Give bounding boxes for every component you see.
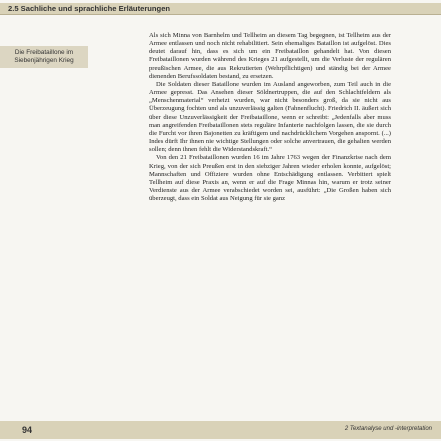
paragraph: Als sich Minna von Barnhelm und Tellheim an diesem Tag begegnen, ist Tellheim aus der Armee entlassen und noch nicht rehabilitiert. Sein ehemaliges Bataillon ist aufgelöst. Dies deutet darauf hin, dass es sich um ein Freibataillon gehandelt hat. Von diesen Freibataillonen wurden während des Krieges 21 aufgestellt, um die Verluste der regulären preußischen Armee, die aus Rekrutierten (Wehrpflichtigen) und ständig bei der Armee dienenden Berufssoldaten bestand, zu ersetzen. bbox=[149, 32, 391, 80]
margin-note bbox=[0, 46, 88, 68]
section-title: 2.5 Sachliche und sprachliche Erläuterungen bbox=[8, 4, 171, 13]
margin-note-line: Siebenjährigen Krieg bbox=[14, 56, 74, 64]
footer bbox=[0, 421, 441, 439]
body-text bbox=[149, 32, 391, 431]
paragraph: Die Soldaten dieser Bataillone wurden im Ausland angeworben, zum Teil auch in die Armee gepresst. Das Ansehen dieser Söldnertruppen, die auf den Schlachtfeldern als „Menschenmaterial“ verheizt wurden, war nicht besonders groß, da sie nicht aus Überzeugung fochten und als unzuverlässig galten (Fahnenflucht). Friedrich II. äußert sich über diese Unzuverlässigkeit der Freibataillone, wenn er schreibt: „Jedenfalls aber muss man angreifenden Freibataillonen stets reguläre Infanterie nachfolgen lassen, die sie durch die Furcht vor ihren Bajonetten zu kräftigem und nachdrücklichem Vorgehen anspornt. (...) Indes dürft Ihr ihnen nie wichtige Stellungen oder solche anvertrauen, die gehalten werden sollen; denn ihnen fehlt die Widerstandskraft.“ bbox=[149, 80, 391, 154]
page-number: 94 bbox=[22, 425, 33, 435]
margin-note-line: Die Freibataillone im bbox=[14, 49, 74, 56]
section-header bbox=[0, 3, 441, 15]
paragraph: Von den 21 Freibataillonen wurden 16 im Jahre 1763 wegen der Finanzkrise nach dem Krieg, von der sich Preußen erst in den siebziger Jahren wieder erholen konnte, aufgelöst; Mannschaften und Offiziere wurden ohne Entschädigung entlassen. Verbittert spielt Tellheim auf diese Praxis an, wenn er auf die Frage Minnas hin, warum er trotz seiner Verdienste aus der Armee verabschiedet worden sei, ausführt: „Die Großen haben sich überzeugt, dass ein Soldat aus Neigung für sie ganz bbox=[149, 154, 391, 203]
chapter-label: 2 Textanalyse und -interpretation bbox=[344, 426, 432, 432]
